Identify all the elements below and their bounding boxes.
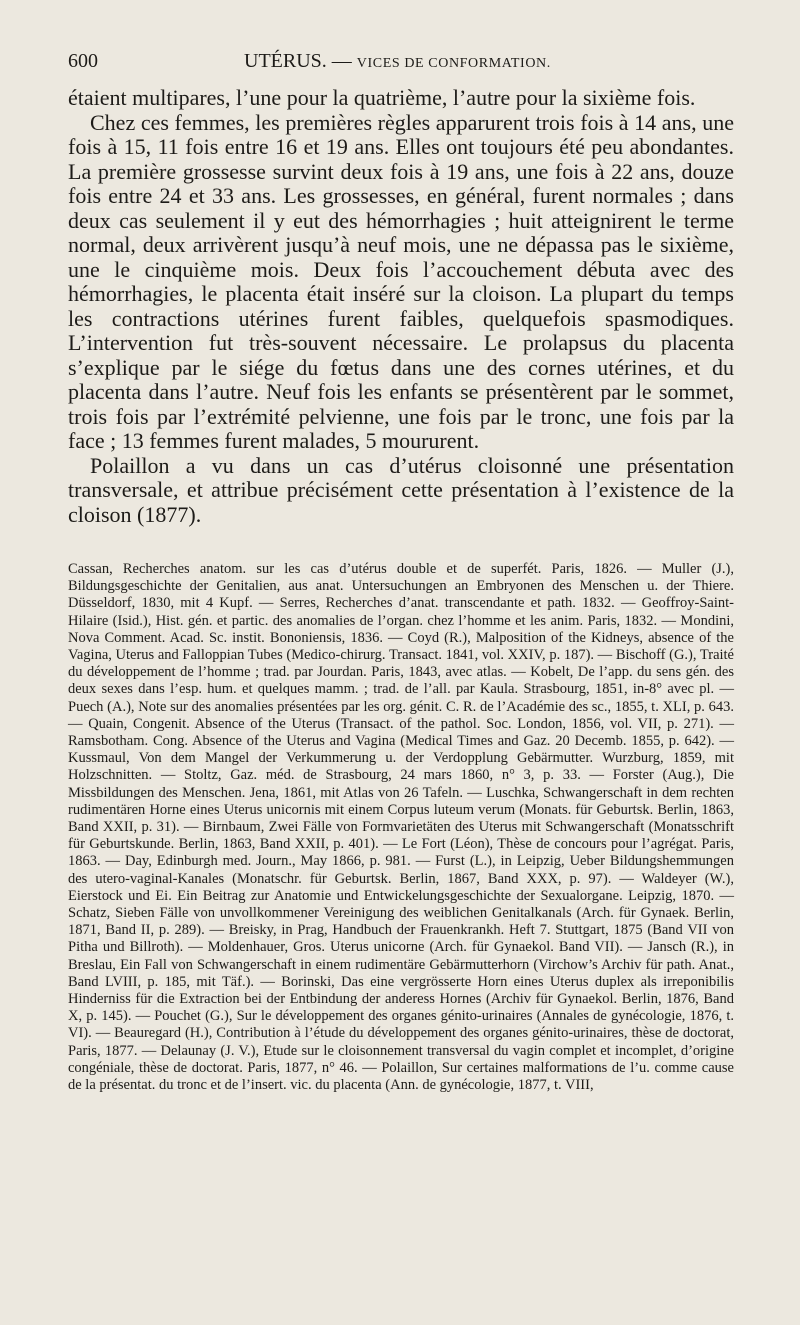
bibliography (68, 561, 734, 1094)
chapter-title: UTÉRUS. (244, 50, 327, 72)
running-title (244, 49, 551, 76)
paragraph: Polaillon a vu dans un cas d’utérus cloisonné une présentation transversale, et attribue précisément cette présentation à l’existence de la cloison (1877). (68, 452, 734, 527)
paragraph: Chez ces femmes, les premières règles apparurent trois fois à 14 ans, une fois à 15, 11 fois entre 16 et 19 ans. Elles ont toujours été peu abondantes. La première grossesse survint deux fois à 19 ans, une fois à 22 ans, douze fois entre 24 et 33 ans. Les grossesses, en général, furent normales ; dans deux cas seulement il y eut des hémorrhagies ; huit atteignirent le terme normal, deux arrivèrent jusqu’à neuf mois, une ne dépassa pas le sixième, une le cinquième mois. Deux fois l’accouchement débuta avec des hémorrhagies, le placenta était inséré sur la cloison. La plupart du temps les contractions utérines furent faibles, quelquefois spasmodiques. L’intervention fut très-souvent nécessaire. Le prolapsus du placenta s’explique par le siége du fœtus dans une des cornes utérines, et du placenta dans l’autre. Neuf fois les enfants se présentèrent par le sommet, trois fois par l’extrémité pelvienne, une fois par le tronc, une fois par la face ; 13 femmes furent malades, 5 moururent. (68, 109, 734, 453)
paragraph-continued: étaient multipares, l’une pour la quatrième, l’autre pour la sixième fois. (68, 85, 696, 110)
section-title: VICES DE CONFORMATION. (356, 56, 551, 71)
main-text (68, 86, 734, 527)
bibliography-text: Cassan, Recherches anatom. sur les cas d’utérus double et de superfét. Paris, 1826. — Muller (J.), Bildungsgeschichte der Genitalien, aus anat. Untersuchungen an Embryonen des Menschen u. der Thiere. Düsseldorf, 1830, mit 4 Kupf. — Serres, Recherches d’anat. transcendante et path. 1832. — Geoffroy-Saint-Hilaire (Isid.), Hist. gén. et partic. des anomalies de l’organ. chez l’homme et les anim. Paris, 1832. — Mondini, Nova Comment. Acad. Sc. instit. Bononiensis, 1836. — Coyd (R.), Malposition of the Kidneys, absence of the Vagina, Uterus and Falloppian Tubes (Medico-chirurg. Transact. 1841, vol. XXIV, p. 187). — Bischoff (G.), Traité du développement de l’homme ; trad. par Jourdan. Paris, 1843, avec atlas. — Kobelt, De l’app. du sens gén. des deux sexes dans l’esp. hum. et quelques mamm. ; trad. de l’all. par Kaula. Strasbourg, 1851, in-8° avec pl. — Puech (A.), Note sur des anomalies présentées par les org. génit. C. R. de l’Académie des sc., 1855, t. XLI, p. 643. — Quain, Congenit. Absence of the Uterus (Transact. of the pathol. Soc. London, 1856, vol. VII, p. 271). — Ramsbotham. Cong. Absence of the Uterus and Vagina (Medical Times and Gaz. 20 Decemb. 1855, p. 642). — Kussmaul, Von dem Mangel der Verkummerung u. der Verdopplung Gebärmutter. Wurzburg, 1859, mit Holzschnitten. — Stoltz, Gaz. méd. de Strasbourg, 24 mars 1860, n° 3, p. 33. — Forster (Aug.), Die Missbildungen des Menschen. Jena, 1861, mit Atlas von 26 Tafeln. — Luschka, Schwangerschaft in dem rechten rudimentären Horne eines Uterus unicornis mit einem Corpus luteum verum (Monats. für Geburtsk. Berlin, 1863, Band XXII, p. 31). — Birnbaum, Zwei Fälle von Formvarietäten des Uterus mit Schwangerschaft (Monatsschrift für Geburtskunde. Berlin, 1863, Band XXII, p. 401). — Le Fort (Léon), Thèse de concours pour l’agrégat. Paris, 1863. — Day, Edinburgh med. Journ., May 1866, p. 981. — Furst (L.), in Leipzig, Ueber Bildungshemmungen des utero-vaginal-Kanales (Monatschr. für Geburtsk. Berlin, 1867, Band XXX, p. 97). — Waldeyer (W.), Eierstock und Ei. Ein Beitrag zur Anatomie und Entwickelungsgeschichte der Sexualorgane. Leipzig, 1870. — Schatz, Sieben Fälle von unvollkommener Vereinigung des weiblichen Genitalkanals (Arch. für Gynaek. Berlin, 1871, Band II, p. 289). — Breisky, in Prag, Handbuch der Frauenkrankh. Heft 7. Stuttgart, 1875 (Band VII von Pitha und Billroth). — Moldenhauer, Gros. Uterus unicorne (Arch. für Gynaekol. Band VII). — Jansch (R.), in Breslau, Ein Fall von Schwangerschaft in einem rudimentäre Gebärmutterhorn (Virchow’s Archiv für path. Anat., Band LVIII, p. 185, mit Täf.). — Borinski, Das eine vergrösserte Horn eines Uterus duplex als irreponibilis Hinderniss für die Extraction bei der Entbindung der anderess Hornes (Archiv für Gynaekol. Berlin, 1876, Band X, p. 145). — Pouchet (G.), Sur le développement des organes génito-urinaires (Annales de gynécologie, 1876, t. VI). — Beauregard (H.), Contribution à l’étude du développement des organes génito-urinaires, thèse de doctorat, Paris, 1877. — Delaunay (J. V.), Etude sur le cloisonnement transversal du vagin complet et incomplet, d’origine congéniale, thèse de doctorat. Paris, 1877, n° 46. — Polaillon, Sur certaines malformations de l’u. comme cause de la présentat. du tronc et de l’insert. vic. du placenta (Ann. de gynécologie, 1877, t. VIII, (68, 561, 734, 1094)
title-separator: — (331, 50, 352, 72)
running-head (68, 49, 734, 73)
page-number: 600 (68, 50, 98, 72)
